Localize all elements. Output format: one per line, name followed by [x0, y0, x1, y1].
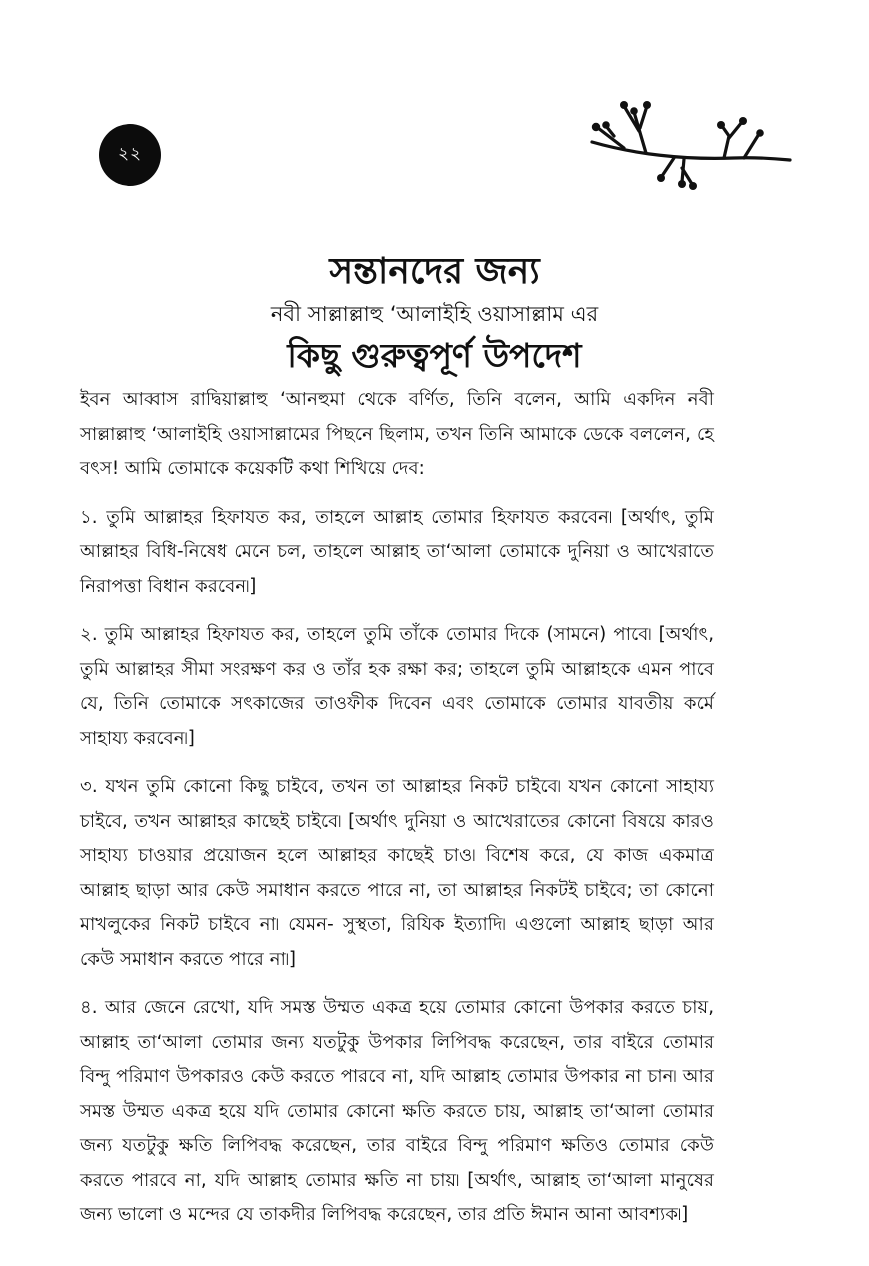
page-number-badge [99, 124, 161, 186]
advice-paragraph-4: ৪. আর জেনে রেখো, যদি সমস্ত উম্মত একত্র হয়ে তোমার কোনো উপকার করতে চায়, আল্লাহ তা‘আলা তোমার জন্য যতটুকু উপকার লিপিবদ্ধ করেছেন, তার বাইরে তোমার বিন্দু পরিমাণ উপকারও কেউ করতে পারবে না, যদি আল্লাহ তোমার উপকার না চান৷ আর সমস্ত উম্মত একত্র হয়ে যদি তোমার কোনো ক্ষতি করতে চায়, আল্লাহ তা‘আলা তোমার জন্য যতটুকু ক্ষতি লিপিবদ্ধ করেছেন, তার বাইরে বিন্দু পরিমাণ ক্ষতিও তোমার কেউ করতে পারবে না, যদি আল্লাহ তোমার ক্ষতি না চায়৷ [অর্থাৎ, আল্লাহ তা‘আলা মানুষের জন্য ভালো ও মন্দের যে তাকদীর লিপিবদ্ধ করেছেন, তার প্রতি ঈমান আনা আবশ্যক৷] [80, 997, 714, 1225]
page-number: ২২ [117, 144, 143, 164]
advice-paragraph-2: ২. তুমি আল্লাহর হিফাযত কর, তাহলে তুমি তাঁকে তোমার দিকে (সামনে) পাবে৷ [অর্থাৎ, তুমি আল্লাহর সীমা সংরক্ষণ কর ও তাঁর হক রক্ষা কর; তাহলে তুমি আল্লাহকে এমন পাবে যে, তিনি তোমাকে সৎকাজের তাওফীক দিবেন এবং তোমাকে তোমার যাবতীয় কর্মে সাহায্য করবেন৷] [80, 624, 714, 749]
body-text [80, 383, 714, 1247]
page-title: সন্তানদের জন্য [329, 251, 540, 292]
intro-paragraph: ইবন আব্বাস রাদ্বিয়াল্লাহু ‘আনহুমা থেকে বর্ণিত, তিনি বলেন, আমি একদিন নবী সাল্লাল্লাহু ‘আলাইহি ওয়াসাল্লামের পিছনে ছিলাম, তখন তিনি আমাকে ডেকে বললেন, হে বৎস! আমি তোমাকে কয়েকটি কথা শিখিয়ে দেব: [80, 389, 714, 479]
branch-ornament-icon [584, 96, 794, 192]
advice-paragraph-3: ৩. যখন তুমি কোনো কিছু চাইবে, তখন তা আল্লাহর নিকট চাইবে৷ যখন কোনো সাহায্য চাইবে, তখন আল্লাহর কাছেই চাইবে৷ [অর্থাৎ দুনিয়া ও আখেরাতের কোনো বিষয়ে কারও সাহায্য চাওয়ার প্রয়োজন হলে আল্লাহর কাছেই চাও৷ বিশেষ করে, যে কাজ একমাত্র আল্লাহ ছাড়া আর কেউ সমাধান করতে পারে না, তা আল্লাহর নিকটই চাইবে; তা কোনো মাখলুকের নিকট চাইবে না৷ যেমন- সুস্থতা, রিযিক ইত্যাদি৷ এগুলো আল্লাহ ছাড়া আর কেউ সমাধান করতে পারে না৷] [80, 776, 714, 970]
page-title-secondary: কিছু গুরুত্বপূর্ণ উপদেশ [287, 336, 582, 375]
page-subtitle: নবী সাল্লাল্লাহু ‘আলাইহি ওয়াসাল্লাম এর [270, 302, 599, 326]
advice-paragraph-1: ১. তুমি আল্লাহর হিফাযত কর, তাহলে আল্লাহ তোমার হিফাযত করবেন৷ [অর্থাৎ, তুমি আল্লাহর বিধি-নিষেধ মেনে চল, তাহলে আল্লাহ তা‘আলা তোমাকে দুনিয়া ও আখেরাতে নিরাপত্তা বিধান করবেন৷] [80, 506, 714, 597]
